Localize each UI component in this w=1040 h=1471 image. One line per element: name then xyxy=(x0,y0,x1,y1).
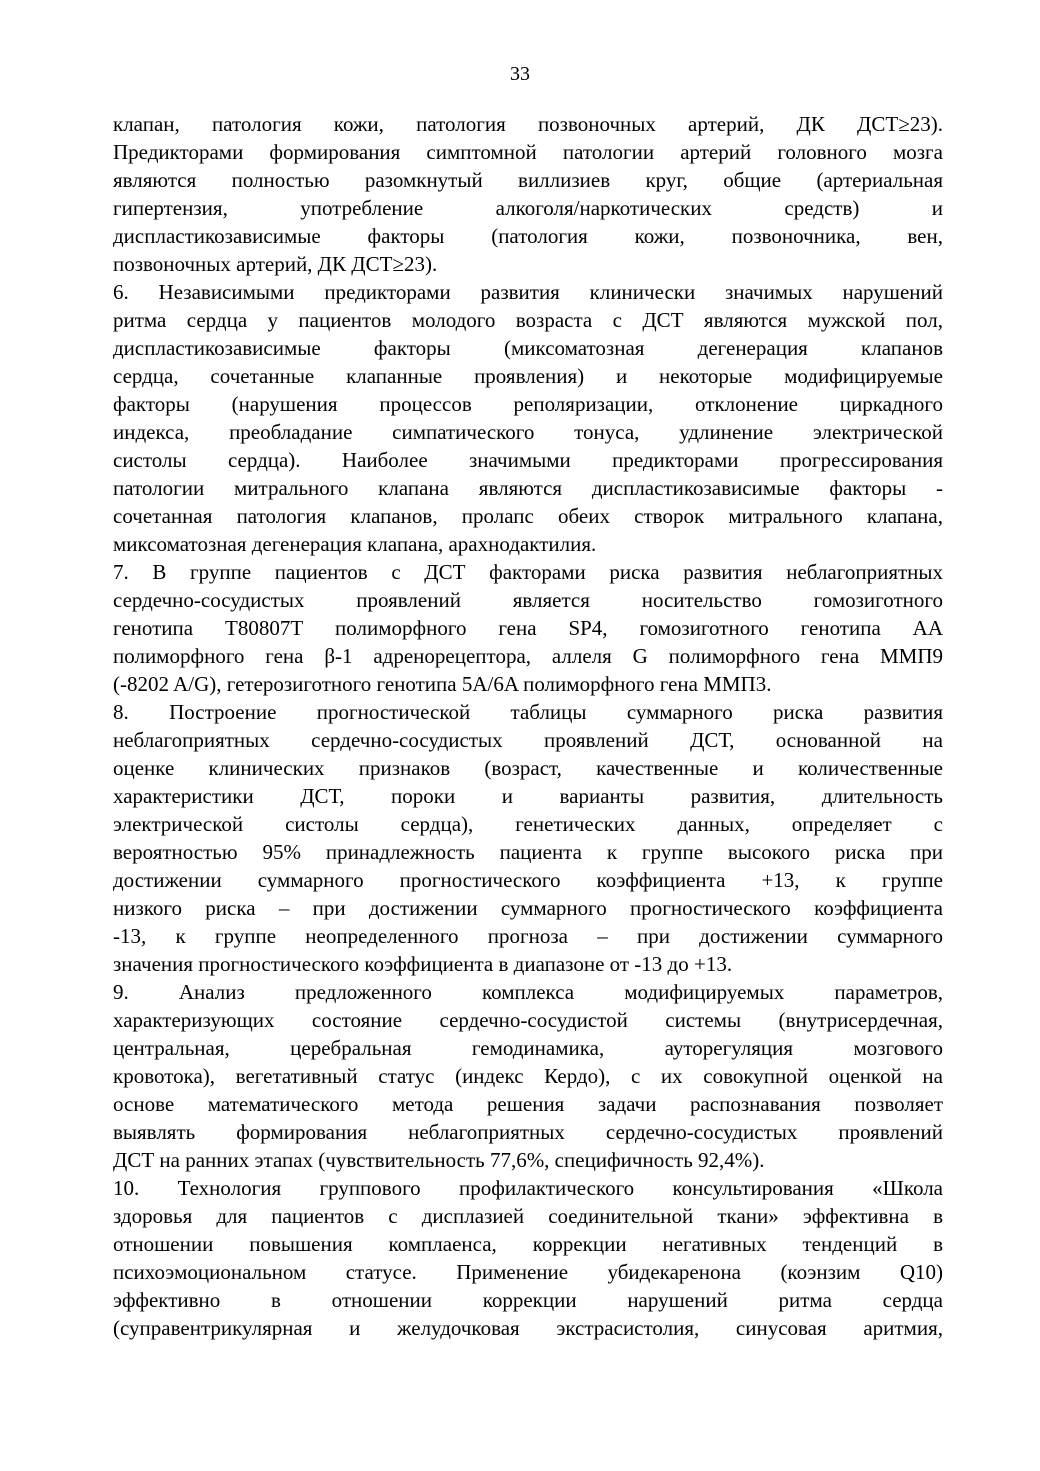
text-line: сочетанная патология клапанов, пролапс обеих створок митрального клапана, xyxy=(113,504,943,528)
text-line: значения прогностического коэффициента в диапазоне от -13 до +13. xyxy=(113,952,733,976)
text-line: систолы сердца). Наиболее значимыми предикторами прогрессирования xyxy=(113,448,943,472)
text-line: оценке клинических признаков (возраст, качественные и количественные xyxy=(113,756,943,780)
text-line: центральная, церебральная гемодинамика, ауторегуляция мозгового xyxy=(113,1036,943,1060)
text-line: эффективно в отношении коррекции нарушений ритма сердца xyxy=(113,1288,943,1312)
text-line: сердечно-сосудистых проявлений является носительство гомозиготного xyxy=(113,588,943,612)
text-line: выявлять формирования неблагоприятных сердечно-сосудистых проявлений xyxy=(113,1120,943,1144)
text-line: -13, к группе неопределенного прогноза – при достижении суммарного xyxy=(113,924,943,948)
text-line: психоэмоциональном статусе. Применение убидекаренона (коэнзим Q10) xyxy=(113,1260,943,1284)
text-line: полиморфного гена β-1 адренорецептора, аллеля G полиморфного гена ММП9 xyxy=(113,644,943,668)
text-line: вероятностью 95% принадлежность пациента к группе высокого риска при xyxy=(113,840,943,864)
text-line: Предикторами формирования симптомной патологии артерий головного мозга xyxy=(113,140,943,164)
text-line: позвоночных артерий, ДК ДСТ≥23). xyxy=(113,252,438,276)
text-line: миксоматозная дегенерация клапана, арахнодактилия. xyxy=(113,532,597,556)
page-number: 33 xyxy=(510,63,530,85)
text-line: 9. Анализ предложенного комплекса модифицируемых параметров, xyxy=(113,980,943,1004)
text-line: сердца, сочетанные клапанные проявления) и некоторые модифицируемые xyxy=(113,364,943,388)
text-line: достижении суммарного прогностического коэффициента +13, к группе xyxy=(113,868,943,892)
text-line: патологии митрального клапана являются диспластикозависимые факторы - xyxy=(113,476,943,500)
text-line: гипертензия, употребление алкоголя/наркотических средств) и xyxy=(113,196,943,220)
text-line: 8. Построение прогностической таблицы суммарного риска развития xyxy=(113,700,943,724)
text-line: характеристики ДСТ, пороки и варианты развития, длительность xyxy=(113,784,943,808)
text-line: индекса, преобладание симпатического тонуса, удлинение электрической xyxy=(113,420,943,444)
text-line: диспластикозависимые факторы (патология кожи, позвоночника, вен, xyxy=(113,224,943,248)
text-line: являются полностью разомкнутый виллизиев круг, общие (артериальная xyxy=(113,168,943,192)
text-line: 10. Технология группового профилактического консультирования «Школа xyxy=(113,1176,943,1200)
text-line: отношении повышения комплаенса, коррекции негативных тенденций в xyxy=(113,1232,943,1256)
text-line: основе математического метода решения задачи распознавания позволяет xyxy=(113,1092,943,1116)
text-line: (-8202 A/G), гетерозиготного генотипа 5A/6A полиморфного гена ММП3. xyxy=(113,672,772,696)
text-line: неблагоприятных сердечно-сосудистых проявлений ДСТ, основанной на xyxy=(113,728,943,752)
text-line: клапан, патология кожи, патология позвоночных артерий, ДК ДСТ≥23). xyxy=(113,112,943,136)
text-line: 7. В группе пациентов с ДСТ факторами риска развития неблагоприятных xyxy=(113,560,943,584)
text-line: электрической систолы сердца), генетических данных, определяет с xyxy=(113,812,943,836)
text-line: 6. Независимыми предикторами развития клинически значимых нарушений xyxy=(113,280,943,304)
text-line: факторы (нарушения процессов реполяризации, отклонение циркадного xyxy=(113,392,943,416)
text-line: кровотока), вегетативный статус (индекс Кердо), с их совокупной оценкой на xyxy=(113,1064,943,1088)
text-line: низкого риска – при достижении суммарного прогностического коэффициента xyxy=(113,896,943,920)
text-line: (суправентрикулярная и желудочковая экстрасистолия, синусовая аритмия, xyxy=(113,1316,943,1340)
text-line: диспластикозависимые факторы (миксоматозная дегенерация клапанов xyxy=(113,336,943,360)
text-line: генотипа Т80807Т полиморфного гена SP4, гомозиготного генотипа АА xyxy=(113,616,943,640)
document-body xyxy=(113,110,943,1342)
text-line: ДСТ на ранних этапах (чувствительность 77,6%, специфичность 92,4%). xyxy=(113,1148,765,1172)
text-line: ритма сердца у пациентов молодого возраста с ДСТ являются мужской пол, xyxy=(113,308,943,332)
text-line: характеризующих состояние сердечно-сосудистой системы (внутрисердечная, xyxy=(113,1008,943,1032)
text-line: здоровья для пациентов с дисплазией соединительной ткани» эффективна в xyxy=(113,1204,943,1228)
